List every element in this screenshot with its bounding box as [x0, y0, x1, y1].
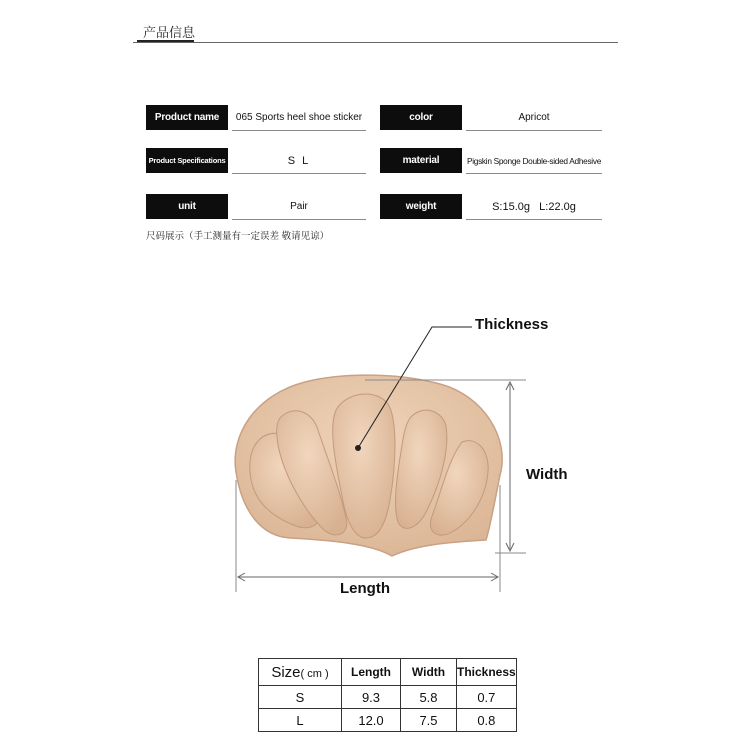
product-name-label: Product name — [146, 105, 228, 130]
color-value: Apricot — [466, 105, 602, 131]
size-header: Size — [271, 663, 301, 681]
title-divider — [133, 42, 618, 43]
table-row — [259, 686, 517, 709]
material-value: Pigskin Sponge Double-sided Adhesive — [466, 148, 602, 174]
cell-width: 7.5 — [401, 709, 457, 732]
title-underline — [137, 40, 194, 42]
unit-label: unit — [146, 194, 228, 219]
width-label: Width — [526, 466, 568, 483]
table-row — [259, 709, 517, 732]
column-header-thickness: Thickness — [457, 659, 517, 686]
cell-thickness: 0.8 — [457, 709, 517, 732]
size-note: 尺码展示（手工测量有一定误差 敬请见谅） — [146, 231, 330, 242]
product-specifications-value: S L — [232, 148, 366, 174]
size-table — [258, 658, 517, 732]
unit-value: Pair — [232, 194, 366, 220]
color-label: color — [380, 105, 462, 130]
cell-length: 12.0 — [342, 709, 401, 732]
weight-value: S:15.0g L:22.0g — [466, 194, 602, 220]
cell-width: 5.8 — [401, 686, 457, 709]
row-size: L — [259, 709, 342, 732]
length-label: Length — [340, 580, 390, 597]
weight-label: weight — [380, 194, 462, 219]
product-specifications-label: Product Specifications — [146, 148, 228, 173]
cell-length: 9.3 — [342, 686, 401, 709]
size-table-header — [259, 659, 517, 686]
material-label: material — [380, 148, 462, 173]
row-size: S — [259, 686, 342, 709]
column-header-length: Length — [342, 659, 401, 686]
heel-pad-diagram — [200, 300, 560, 620]
product-name-value: 065 Sports heel shoe sticker — [232, 105, 366, 131]
size-header-cell — [259, 659, 342, 686]
thickness-label: Thickness — [475, 316, 549, 333]
cell-thickness: 0.7 — [457, 686, 517, 709]
section-title: 产品信息 — [143, 25, 196, 40]
size-unit: ( cm ) — [300, 667, 329, 680]
column-header-width: Width — [401, 659, 457, 686]
